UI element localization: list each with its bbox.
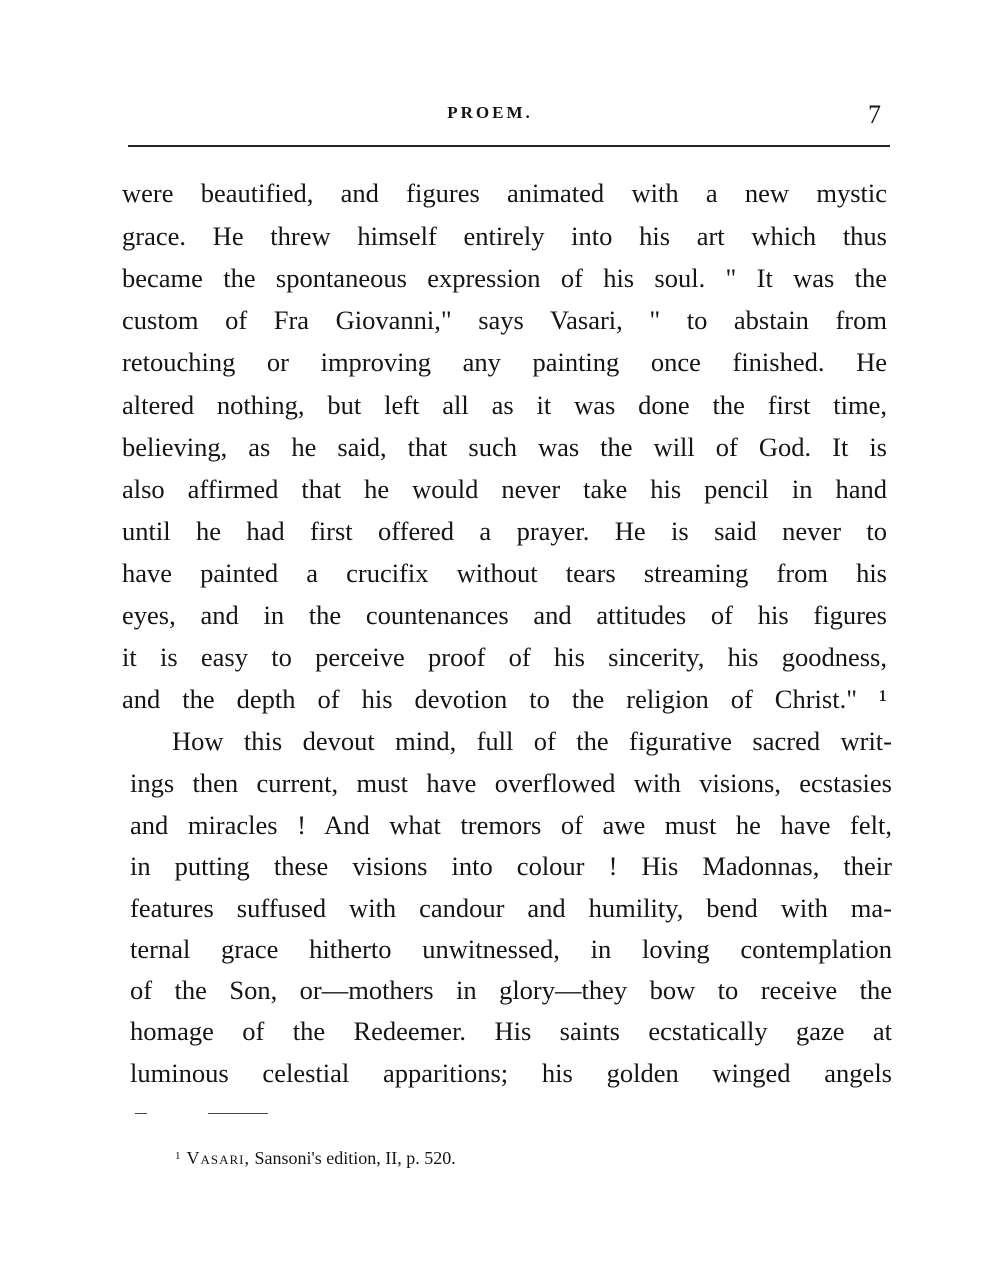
page-number: 7 (868, 100, 881, 129)
text-line: eyes, and in the countenances and attitudes of his figures (122, 600, 887, 630)
text-line: homage of the Redeemer. His saints ecstatically gaze at (130, 1016, 892, 1046)
running-header: PROEM. (447, 103, 533, 122)
text-line: custom of Fra Giovanni," says Vasari, " to abstain from (122, 305, 887, 335)
footnote (175, 1148, 456, 1169)
text-line: also affirmed that he would never take his pencil in hand (122, 474, 887, 504)
text-line: luminous celestial apparitions; his golden winged angels (130, 1058, 892, 1088)
text-line: became the spontaneous expression of his soul. " It was the (122, 263, 887, 293)
text-line: ternal grace hitherto unwitnessed, in loving contemplation (130, 934, 892, 964)
text-line: and miracles ! And what tremors of awe must he have felt, (130, 810, 892, 840)
footnote-text: Sansoni's edition, II, p. 520. (254, 1148, 456, 1168)
text-line: features suffused with candour and humility, bend with ma- (130, 893, 892, 923)
text-line: grace. He threw himself entirely into his art which thus (122, 221, 887, 251)
text-line: ings then current, must have overflowed with visions, ecstasies (130, 768, 892, 798)
text-line: believing, as he said, that such was the will of God. It is (122, 432, 887, 462)
text-line: retouching or improving any painting once finished. He (122, 347, 887, 377)
text-line: of the Son, or—mothers in glory—they bow to receive the (130, 975, 892, 1005)
footnote-author: Vasari, (186, 1148, 251, 1168)
text-line: were beautified, and figures animated with a new mystic (122, 178, 887, 208)
footnote-rule (135, 1113, 147, 1114)
footnote-rule (208, 1113, 268, 1114)
text-line: in putting these visions into colour ! His Madonnas, their (130, 851, 892, 881)
footnote-marker: 1 (175, 1150, 181, 1162)
text-line: until he had first offered a prayer. He is said never to (122, 516, 887, 546)
text-line: How this devout mind, full of the figurative sacred writ- (172, 726, 892, 756)
header-rule (128, 145, 890, 147)
text-line: and the depth of his devotion to the religion of Christ." ¹ (122, 684, 887, 714)
text-line: have painted a crucifix without tears streaming from his (122, 558, 887, 588)
text-line: altered nothing, but left all as it was done the first time, (122, 390, 887, 420)
text-line: it is easy to perceive proof of his sincerity, his goodness, (122, 642, 887, 672)
